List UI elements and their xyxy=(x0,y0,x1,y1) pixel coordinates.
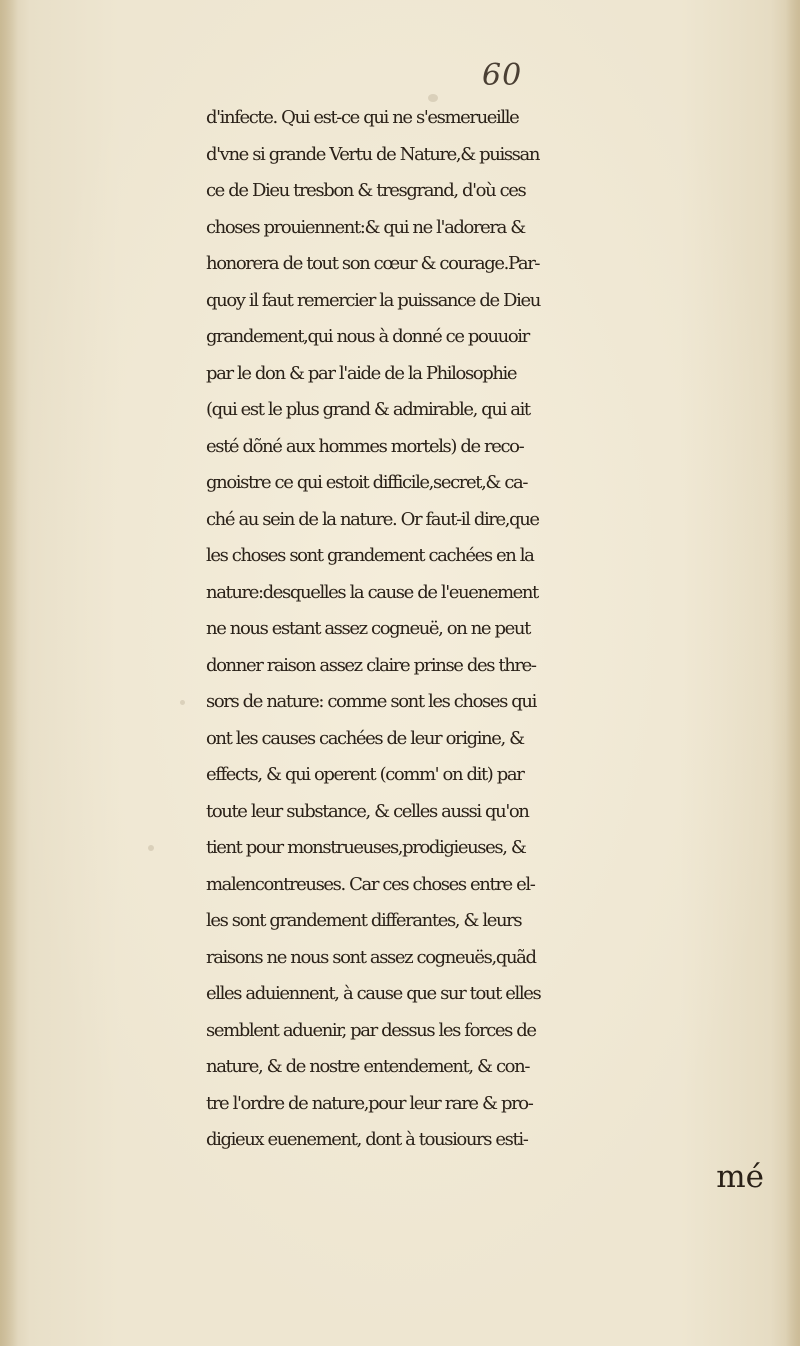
text-line: ce de Dieu tresbon & tresgrand, d'où ces xyxy=(206,180,526,201)
text-line: raisons ne nous sont assez cogneuës,quãd xyxy=(206,946,536,968)
text-line: effects, & qui operent (comm' on dit) par xyxy=(206,764,524,785)
text-line: esté dõné aux hommes mortels) de reco- xyxy=(206,435,524,457)
page-gutter-shadow xyxy=(0,0,18,1346)
text-line: donner raison assez claire prinse des thre- xyxy=(206,654,536,676)
text-line: quoy il faut remercier la puissance de Dieu xyxy=(206,289,540,311)
text-line: tient pour monstrueuses,prodigieuses, & xyxy=(206,837,526,858)
text-line: digieux euenement, dont à tousiours esti- xyxy=(206,1129,528,1150)
text-line: elles aduiennent, à cause que sur tout elles xyxy=(206,983,541,1004)
text-line: nature:desquelles la cause de l'euenement xyxy=(206,581,538,603)
text-line: sors de nature: comme sont les choses qui xyxy=(206,691,536,712)
paper-stain xyxy=(180,700,185,705)
text-line: par le don & par l'aide de la Philosophie xyxy=(206,362,517,384)
text-line: ché au sein de la nature. Or faut-il dire,que xyxy=(206,508,539,530)
text-line: d'infecte. Qui est-ce qui ne s'esmerueille xyxy=(206,107,519,128)
text-line: malencontreuses. Car ces choses entre el- xyxy=(206,873,535,895)
text-line: les sont grandement differantes, & leurs xyxy=(206,910,522,931)
page-edge-shadow xyxy=(786,0,800,1346)
page-number: 60 xyxy=(482,58,523,93)
text-line: ne nous estant assez cogneuë, on ne peut xyxy=(206,618,530,639)
text-line: toute leur substance, & celles aussi qu'on xyxy=(206,800,529,822)
text-line: tre l'ordre de nature,pour leur rare & pro- xyxy=(206,1092,533,1114)
text-line: grandement,qui nous à donné ce pouuoir xyxy=(206,326,529,347)
paper-stain xyxy=(148,845,154,851)
text-line: gnoistre ce qui estoit difficile,secret,& ca- xyxy=(206,472,528,493)
text-line: nature, & de nostre entendement, & con- xyxy=(206,1056,529,1077)
catchword: mé xyxy=(716,1158,764,1195)
body-text xyxy=(206,100,788,1195)
text-line: ont les causes cachées de leur origine, & xyxy=(206,727,524,749)
text-line: (qui est le plus grand & admirable, qui ait xyxy=(206,399,530,420)
text-line: semblent aduenir, par dessus les forces de xyxy=(206,1019,536,1041)
text-line: les choses sont grandement cachées en la xyxy=(206,545,534,566)
text-line: d'vne si grande Vertu de Nature,& puissan xyxy=(206,143,540,165)
text-line: honorera de tout son cœur & courage.Par- xyxy=(206,253,540,274)
text-line: choses prouiennent:& qui ne l'adorera & xyxy=(206,216,525,238)
